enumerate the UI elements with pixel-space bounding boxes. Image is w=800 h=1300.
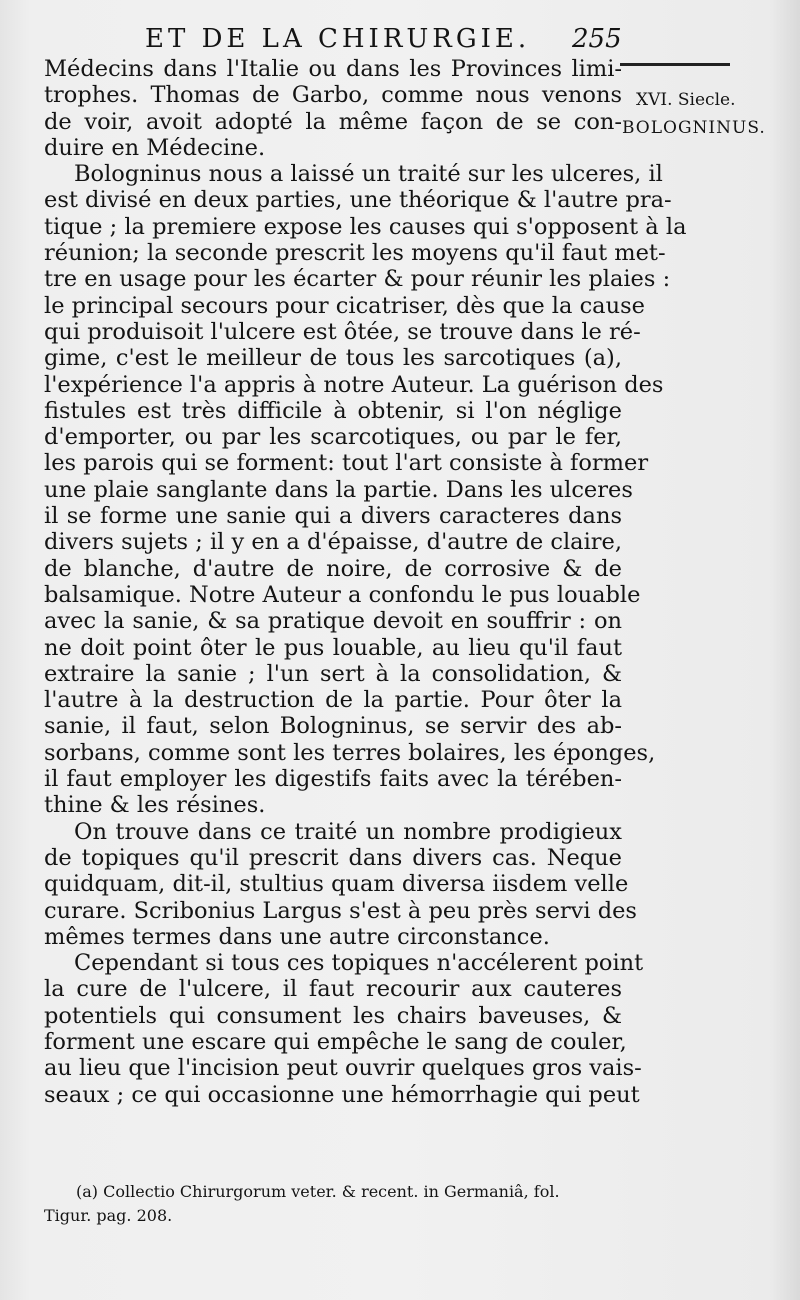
page-number: 255	[572, 24, 622, 54]
text-line: la cure de l'ulcere, il faut recourir aux cauteres	[44, 976, 622, 1003]
page-header	[0, 24, 800, 58]
text-line: avec la sanie, & sa pratique devoit en souffrir : on	[44, 608, 622, 635]
text-line: de blanche, d'autre de noire, de corrosive & de	[44, 555, 622, 582]
margin-rule	[620, 63, 730, 66]
text-line: une plaie sanglante dans la partie. Dans les ulceres	[44, 476, 633, 503]
margin-note-century: XVI. Siecle.	[636, 90, 736, 110]
text-line: potentiels qui consument les chairs baveuses, &	[44, 1002, 622, 1029]
text-line: seaux ; ce qui occasionne une hémorrhagie qui peut	[44, 1081, 640, 1108]
text-line: forment une escare qui empêche le sang de couler,	[44, 1028, 627, 1055]
running-title: ET DE LA CHIRURGIE.	[145, 24, 531, 54]
text-line: curare. Scribonius Largus s'est à peu près servi des	[44, 897, 637, 924]
text-line: fistules est très difficile à obtenir, si l'on néglige	[44, 397, 622, 424]
text-line: gime, c'est le meilleur de tous les sarcotiques (a),	[44, 345, 622, 372]
text-line: l'expérience l'a appris à notre Auteur. La guérison des	[44, 371, 664, 398]
text-line: Bologninus nous a laissé un traité sur les ulceres, il	[74, 161, 663, 188]
text-line: sanie, il faut, selon Bologninus, se servir des ab-	[44, 713, 622, 740]
text-line: sorbans, comme sont les terres bolaires, les éponges,	[44, 739, 656, 766]
text-line: trophes. Thomas de Garbo, comme nous venons	[44, 82, 622, 109]
footnote	[44, 1180, 634, 1228]
footnote-line: (a) Collectio Chirurgorum veter. & recent. in Germaniâ, fol.	[76, 1182, 560, 1201]
text-line: qui produisoit l'ulcere est ôtée, se trouve dans le ré-	[44, 318, 641, 345]
margin-note-name: BOLOGNINUS.	[622, 118, 766, 138]
text-line: divers sujets ; il y en a d'épaisse, d'autre de claire,	[44, 529, 622, 556]
text-line: de topiques qu'il prescrit dans divers cas. Neque	[44, 844, 622, 871]
text-line: au lieu que l'incision peut ouvrir quelques gros vais-	[44, 1055, 642, 1082]
text-line: duire en Médecine.	[44, 134, 266, 161]
text-line: l'autre à la destruction de la partie. Pour ôter la	[44, 687, 622, 714]
text-line: On trouve dans ce traité un nombre prodigieux	[74, 818, 622, 845]
margin-notes	[622, 86, 792, 142]
text-line: il faut employer les digestifs faits avec la térében-	[44, 766, 622, 793]
text-line: Cependant si tous ces topiques n'accélerent point	[74, 950, 644, 977]
text-line: tre en usage pour les écarter & pour réunir les plaies :	[44, 266, 671, 293]
text-line: est divisé en deux parties, une théorique & l'autre pra-	[44, 187, 672, 214]
footnote-line: Tigur. pag. 208.	[44, 1206, 173, 1225]
text-line: balsamique. Notre Auteur a confondu le pus louable	[44, 581, 641, 608]
text-line: tique ; la premiere expose les causes qui s'opposent à la	[44, 213, 687, 240]
text-line: quidquam, dit-il, stultius quam diversa iisdem velle	[44, 871, 629, 898]
text-line: de voir, avoit adopté la même façon de se con-	[44, 108, 622, 135]
text-line: extraire la sanie ; l'un sert à la consolidation, &	[44, 660, 622, 687]
text-line: d'emporter, ou par les scarcotiques, ou par le fer,	[44, 424, 622, 451]
text-line: réunion; la seconde prescrit les moyens qu'il faut met-	[44, 240, 666, 267]
text-line: thine & les résines.	[44, 792, 266, 819]
text-line: mêmes termes dans une autre circonstance.	[44, 923, 550, 950]
text-line: Médecins dans l'Italie ou dans les Provinces limi-	[44, 56, 622, 82]
text-line: ne doit point ôter le pus louable, au lieu qu'il faut	[44, 634, 622, 661]
text-line: il se forme une sanie qui a divers caracteres dans	[44, 503, 622, 530]
text-line: le principal secours pour cicatriser, dès que la cause	[44, 292, 645, 319]
text-line: les parois qui se forment: tout l'art consiste à former	[44, 450, 649, 477]
